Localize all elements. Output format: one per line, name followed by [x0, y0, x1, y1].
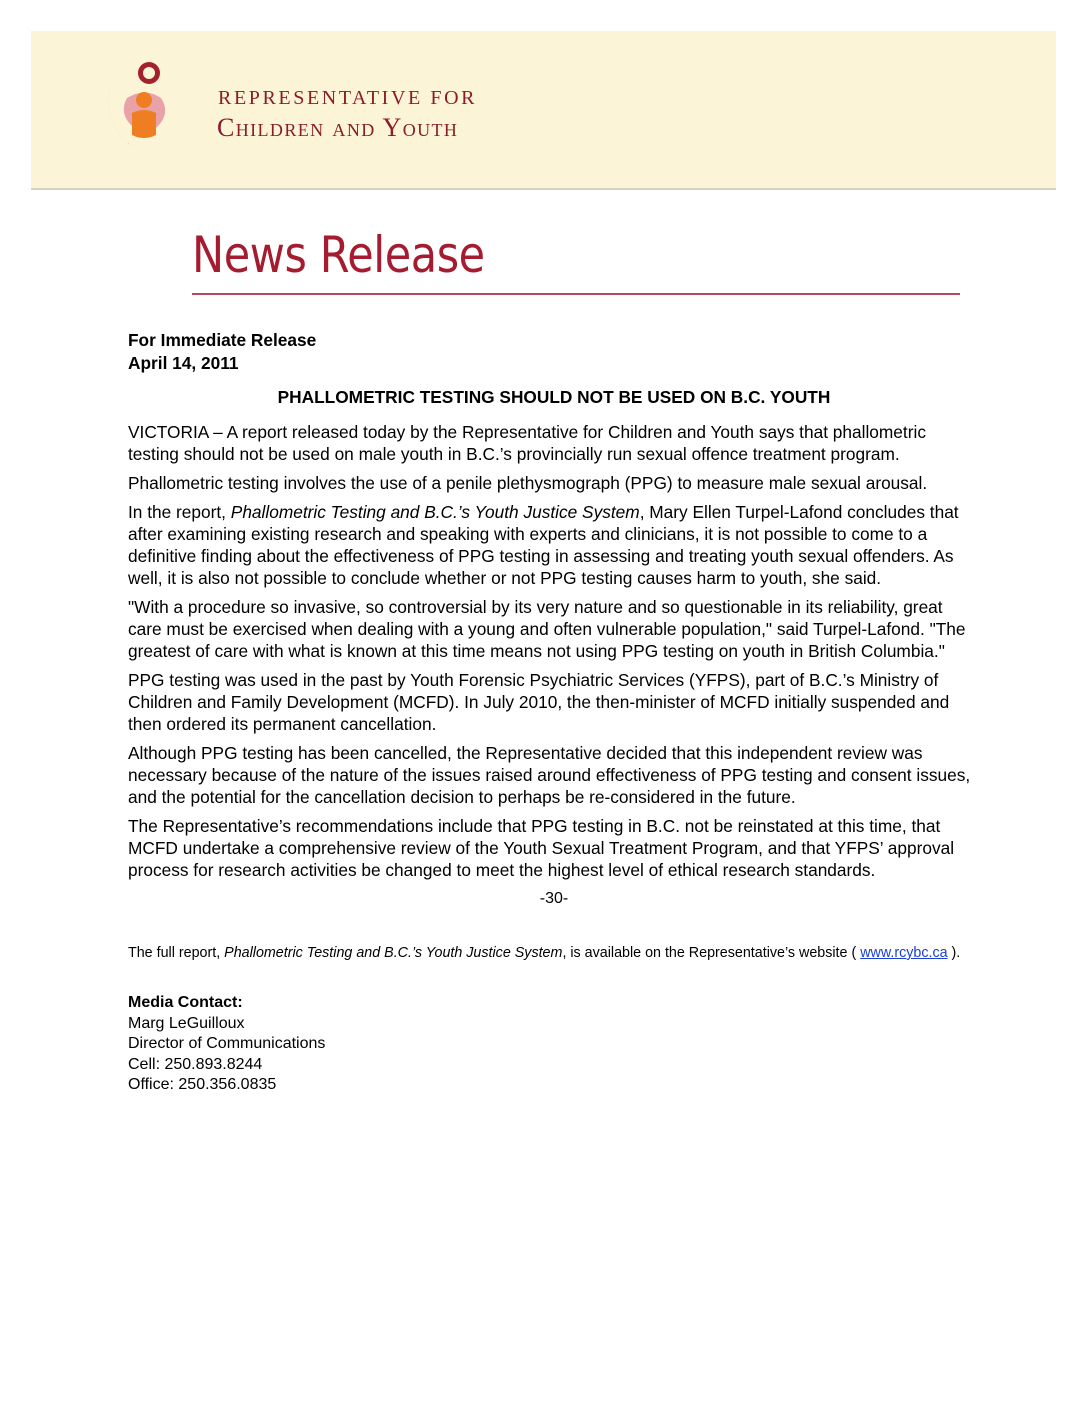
paragraph-3 — [128, 501, 980, 589]
website-link[interactable]: www.rcybc.ca — [860, 945, 948, 961]
end-mark: -30- — [539, 890, 569, 907]
paragraph-4: "With a procedure so invasive, so controversial by its very nature and so questionable in its reliability, great care must be exercised when dealing with a young and often vulnerable population," said Turpel-Lafond. "The greatest of care with what is known at this time means not using PPG testing on youth in British Columbia." — [128, 597, 966, 661]
footnote-middle: , is available on the Representative’s website ( — [562, 945, 861, 961]
paragraph-6: Although PPG testing has been cancelled, the Representative decided that this independent review was necessary because of the nature of the issues raised around effectiveness of PPG testing and consent issues, and the potential for the cancellation decision to perhaps be re-considered in the future. — [128, 743, 971, 807]
release-date: April 14, 2011 — [128, 353, 239, 373]
contact-cell: Cell: 250.893.8244 — [128, 1055, 263, 1073]
contact-title: Director of Communications — [128, 1035, 326, 1052]
paragraph-2: Phallometric testing involves the use of a penile plethysmograph (PPG) to measure male sexual arousal. — [128, 473, 928, 493]
title-rule — [192, 293, 960, 295]
report-availability-note — [128, 943, 980, 963]
paragraph-5: PPG testing was used in the past by Youth Forensic Psychiatric Services (YFPS), part of B.C.’s Ministry of Children and Family Development (MCFD). In July 2010, the then-minister of MCFD initially suspended and then ordered its permanent cancellation. — [128, 670, 950, 734]
contact-office: Office: 250.356.0835 — [128, 1076, 277, 1093]
org-name-line1: REPRESENTATIVE FOR — [218, 87, 478, 109]
release-body — [128, 329, 980, 1096]
headline: PHALLOMETRIC TESTING SHOULD NOT BE USED ON B.C. YOUTH — [277, 387, 831, 407]
release-label: For Immediate Release — [128, 330, 317, 350]
paragraph-3-text: , Mary Ellen Turpel-Lafond concludes that after examining existing research and speaking with experts and clinicians, it is not possible to come to a definitive finding about the effectiveness of PPG testing in assessing and treating youth sexual offenders. As well, it is also not possible to conclude whether or not PPG testing causes harm to youth, she said. — [128, 502, 959, 588]
footnote-report-title: Phallometric Testing and B.C.’s Youth Justice System — [224, 945, 563, 961]
media-contact — [128, 993, 980, 1096]
paragraph-1: VICTORIA – A report released today by the Representative for Children and Youth says that phallometric testing should not be used on male youth in B.C.’s provincially run sexual offence treatment program. — [128, 422, 926, 464]
rcy-logo — [87, 53, 197, 163]
footnote-suffix: ). — [947, 945, 961, 961]
org-name-line2: Children and Youth — [217, 113, 459, 142]
letterhead-banner — [31, 31, 1056, 190]
footnote-prefix: The full report, — [128, 945, 225, 961]
document-title: News Release — [192, 226, 485, 284]
paragraph-7: The Representative’s recommendations include that PPG testing in B.C. not be reinstated at this time, that MCFD undertake a comprehensive review of the Youth Sexual Treatment Program, and that YFPS’ approval process for research activities be changed to meet the highest level of ethical research standards. — [128, 816, 955, 880]
paragraph-3-prefix: In the report, — [128, 502, 231, 522]
contact-name: Marg LeGuilloux — [128, 1014, 245, 1032]
contact-heading: Media Contact: — [128, 994, 243, 1011]
report-title: Phallometric Testing and B.C.’s Youth Justice System — [230, 502, 640, 522]
